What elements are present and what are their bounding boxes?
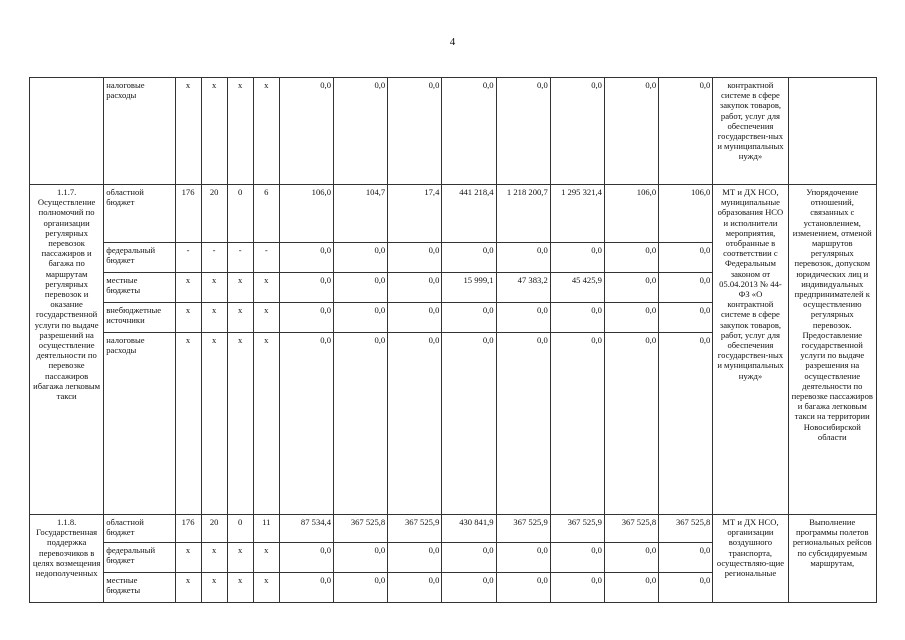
amount-cell: 0,0 <box>279 243 333 273</box>
amount-cell: 15 999,1 <box>442 273 496 303</box>
amount-cell: 1 295 321,4 <box>550 185 604 243</box>
budget-code-cell: 0 <box>227 185 253 243</box>
budget-code-cell: x <box>227 573 253 603</box>
amount-cell: 106,0 <box>279 185 333 243</box>
amount-cell: 0,0 <box>334 273 388 303</box>
amount-cell: 0,0 <box>334 78 388 185</box>
budget-code-cell: x <box>253 333 279 515</box>
amount-cell: 1 218 200,7 <box>496 185 550 243</box>
amount-cell: 0,0 <box>279 273 333 303</box>
amount-cell: 430 841,9 <box>442 515 496 543</box>
amount-cell: 0,0 <box>550 333 604 515</box>
budget-code-cell: x <box>227 543 253 573</box>
amount-cell: 0,0 <box>388 543 442 573</box>
amount-cell: 17,4 <box>388 185 442 243</box>
amount-cell: 0,0 <box>388 333 442 515</box>
executor-cell: контрактной системе в сфере закупок товаров, работ, услуг для обеспечения государствен-ных и муниципальных нужд» <box>713 78 788 185</box>
budget-code-cell: - <box>175 243 201 273</box>
budget-code-cell: - <box>253 243 279 273</box>
amount-cell: 0,0 <box>334 573 388 603</box>
budget-code-cell: x <box>175 573 201 603</box>
budget-code-cell: 20 <box>201 185 227 243</box>
amount-cell: 0,0 <box>604 273 658 303</box>
amount-cell: 87 534,4 <box>279 515 333 543</box>
budget-code-cell: x <box>175 303 201 333</box>
amount-cell: 0,0 <box>550 78 604 185</box>
budget-code-cell: x <box>201 573 227 603</box>
budget-code-cell: x <box>175 78 201 185</box>
amount-cell: 0,0 <box>550 243 604 273</box>
amount-cell: 0,0 <box>388 573 442 603</box>
funding-source-cell: федеральный бюджет <box>104 543 175 573</box>
budget-code-cell: 20 <box>201 515 227 543</box>
budget-code-cell: 176 <box>175 515 201 543</box>
amount-cell: 0,0 <box>550 573 604 603</box>
budget-code-cell: x <box>175 543 201 573</box>
amount-cell: 0,0 <box>388 78 442 185</box>
amount-cell: 0,0 <box>279 333 333 515</box>
amount-cell: 0,0 <box>442 543 496 573</box>
executor-cell: МТ и ДХ НСО, организации воздушного транспорта, осуществляю-щие региональные <box>713 515 788 603</box>
budget-code-cell: - <box>201 243 227 273</box>
budget-code-cell: x <box>253 543 279 573</box>
measure-title-cell: 1.1.7. Осуществление полномочий по организации регулярных перевозок пассажиров и багажа по маршрутам регулярных перевозок и оказание государственной услуги по выдаче разрешений на осуществление деятельности по перевозке пассажиров ибагажа легковым такси <box>30 185 104 515</box>
budget-code-cell: 6 <box>253 185 279 243</box>
budget-code-cell: - <box>227 243 253 273</box>
amount-cell: 106,0 <box>604 185 658 243</box>
amount-cell: 0,0 <box>334 543 388 573</box>
budget-code-cell: x <box>201 78 227 185</box>
budget-code-cell: 0 <box>227 515 253 543</box>
amount-cell: 0,0 <box>659 273 713 303</box>
budget-code-cell: 11 <box>253 515 279 543</box>
amount-cell: 0,0 <box>442 303 496 333</box>
amount-cell: 106,0 <box>659 185 713 243</box>
amount-cell: 0,0 <box>604 78 658 185</box>
funding-source-cell: местные бюджеты <box>104 273 175 303</box>
budget-table <box>29 77 877 603</box>
funding-source-cell: федеральный бюджет <box>104 243 175 273</box>
funding-source-cell: внебюджетные источники <box>104 303 175 333</box>
table-row <box>30 185 877 243</box>
funding-source-cell: налоговые расходы <box>104 333 175 515</box>
result-cell: Выполнение программы полетов региональных рейсов по субсидируемым маршрутам, <box>788 515 876 603</box>
amount-cell: 0,0 <box>279 573 333 603</box>
budget-code-cell: x <box>175 273 201 303</box>
budget-code-cell: x <box>201 543 227 573</box>
budget-code-cell: x <box>253 273 279 303</box>
amount-cell: 0,0 <box>334 243 388 273</box>
amount-cell: 0,0 <box>334 333 388 515</box>
executor-cell: МТ и ДХ НСО, муниципальные образования НСО и исполнители мероприятия, отобранные в соответствии с Федеральным законом от 05.04.2013 № 44-ФЗ «О контрактной системе в сфере закупок товаров, работ, услуг для обеспечения государствен-ных и муниципальных нужд» <box>713 185 788 515</box>
amount-cell: 0,0 <box>279 543 333 573</box>
amount-cell: 0,0 <box>388 303 442 333</box>
amount-cell: 104,7 <box>334 185 388 243</box>
amount-cell: 0,0 <box>604 303 658 333</box>
amount-cell: 0,0 <box>496 243 550 273</box>
amount-cell: 0,0 <box>550 303 604 333</box>
amount-cell: 0,0 <box>442 78 496 185</box>
budget-code-cell: x <box>253 303 279 333</box>
funding-source-cell: местные бюджеты <box>104 573 175 603</box>
amount-cell: 367 525,9 <box>550 515 604 543</box>
budget-code-cell: x <box>227 303 253 333</box>
amount-cell: 0,0 <box>659 78 713 185</box>
budget-code-cell: x <box>227 78 253 185</box>
budget-code-cell: x <box>201 273 227 303</box>
amount-cell: 0,0 <box>659 543 713 573</box>
budget-code-cell: x <box>201 333 227 515</box>
amount-cell: 0,0 <box>334 303 388 333</box>
amount-cell: 0,0 <box>604 543 658 573</box>
amount-cell: 0,0 <box>442 573 496 603</box>
amount-cell: 367 525,8 <box>604 515 658 543</box>
measure-title-cell <box>30 78 104 185</box>
amount-cell: 441 218,4 <box>442 185 496 243</box>
amount-cell: 47 383,2 <box>496 273 550 303</box>
funding-source-cell: областной бюджет <box>104 185 175 243</box>
amount-cell: 367 525,8 <box>659 515 713 543</box>
amount-cell: 0,0 <box>442 333 496 515</box>
table-row <box>30 515 877 543</box>
budget-code-cell: x <box>227 333 253 515</box>
amount-cell: 0,0 <box>659 333 713 515</box>
page-number: 4 <box>449 36 456 48</box>
amount-cell: 367 525,8 <box>334 515 388 543</box>
budget-code-cell: x <box>227 273 253 303</box>
funding-source-cell: областной бюджет <box>104 515 175 543</box>
amount-cell: 0,0 <box>659 243 713 273</box>
amount-cell: 0,0 <box>279 78 333 185</box>
amount-cell: 367 525,9 <box>388 515 442 543</box>
amount-cell: 0,0 <box>496 333 550 515</box>
table-row <box>30 78 877 185</box>
amount-cell: 0,0 <box>496 543 550 573</box>
amount-cell: 0,0 <box>279 303 333 333</box>
amount-cell: 0,0 <box>442 243 496 273</box>
amount-cell: 0,0 <box>659 573 713 603</box>
amount-cell: 0,0 <box>496 573 550 603</box>
amount-cell: 45 425,9 <box>550 273 604 303</box>
result-cell <box>788 78 876 185</box>
amount-cell: 367 525,9 <box>496 515 550 543</box>
funding-source-cell: налоговые расходы <box>104 78 175 185</box>
amount-cell: 0,0 <box>604 243 658 273</box>
budget-code-cell: x <box>253 573 279 603</box>
result-cell: Упорядочение отношений, связанных с установлением, изменением, отменой маршрутов регулярных перевозок, допуском юридических лиц и индивидуальных предпринимателей к осуществлению регулярных перевозок. Предоставление государственной услуги по выдаче разрешения на осуществление деятельности по перевозке пассажиров и багажа легковым такси на территории Новосибирской области <box>788 185 876 515</box>
amount-cell: 0,0 <box>388 243 442 273</box>
budget-code-cell: x <box>253 78 279 185</box>
budget-code-cell: 176 <box>175 185 201 243</box>
amount-cell: 0,0 <box>550 543 604 573</box>
amount-cell: 0,0 <box>496 303 550 333</box>
amount-cell: 0,0 <box>659 303 713 333</box>
amount-cell: 0,0 <box>604 333 658 515</box>
amount-cell: 0,0 <box>604 573 658 603</box>
measure-title-cell: 1.1.8. Государственная поддержка перевозчиков в целях возмещения недополученных <box>30 515 104 603</box>
amount-cell: 0,0 <box>496 78 550 185</box>
budget-code-cell: x <box>175 333 201 515</box>
budget-code-cell: x <box>201 303 227 333</box>
amount-cell: 0,0 <box>388 273 442 303</box>
